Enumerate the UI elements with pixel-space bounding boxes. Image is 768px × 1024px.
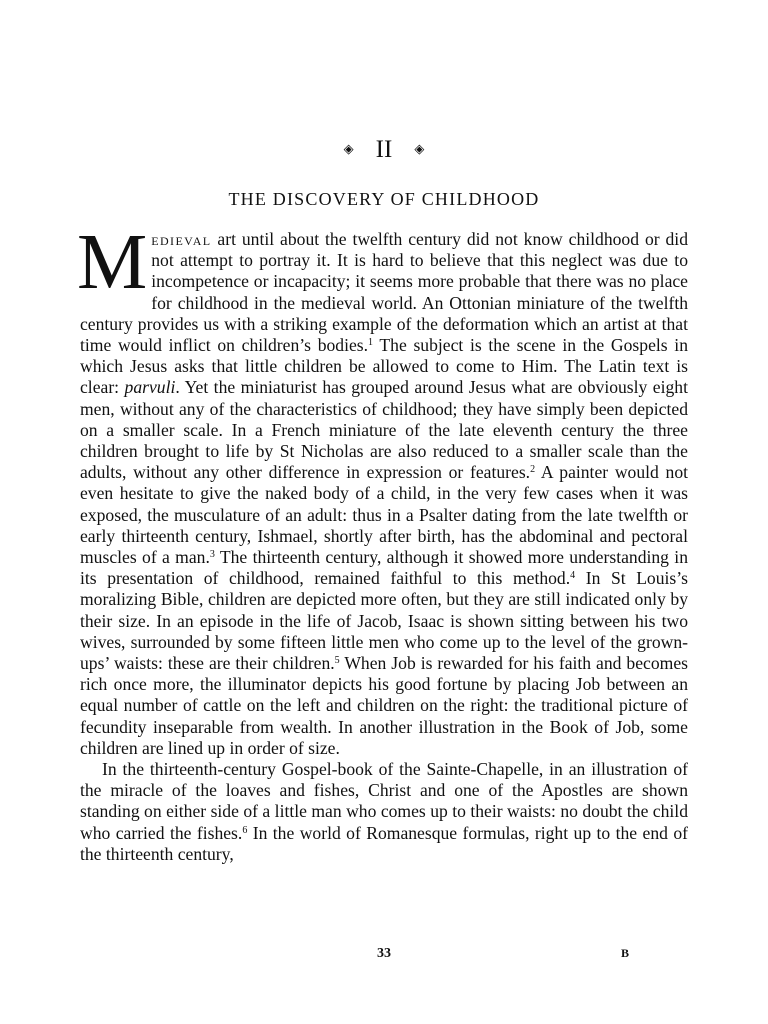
chapter-heading	[0, 136, 768, 165]
footnote-ref-6: 6	[242, 824, 248, 836]
footnote-ref-4: 4	[570, 570, 576, 582]
paragraph-1-text-2: The subject is the scene in the Gospels in which Jesus asks that little children be allowed to come to Him. The Latin text is clear:	[80, 335, 688, 398]
body-text	[77, 219, 689, 865]
paragraph-1-text-1: art until about the twelfth century did not know childhood or did not attempt to portray it. It is hard to believe that this neglect was due to incompetence or incapacity; it seems more probable that there was no place for childhood in the medieval world. An Ottonian miniature of the twelfth century provides us with a striking example of the deformation which an artist at that time would inflict on children’s bodies.	[80, 229, 688, 356]
page-number: 33	[377, 946, 391, 961]
ornament-left-icon: ◈	[343, 141, 354, 157]
footnote-ref-3: 3	[209, 549, 215, 561]
paragraph-2-text-2: In the world of Romanesque formulas, right up to the end of the thirteenth century,	[80, 822, 689, 864]
small-caps-lead: edieval	[151, 229, 212, 249]
paragraph-1	[77, 219, 689, 759]
footnote-ref-5: 5	[334, 655, 340, 667]
paragraph-2	[80, 759, 688, 865]
chapter-title: THE DISCOVERY OF CHILDHOOD	[228, 189, 540, 209]
paragraph-1-text-5: The thirteenth century, although it showed more understanding in its presentation of childhood, remained faithful to this method.	[80, 547, 688, 589]
latin-term: parvuli	[124, 377, 176, 398]
drop-cap: M	[77, 219, 148, 306]
paragraph-2-text-1: In the thirteenth-century Gospel-book of the Sainte-Chapelle, in an illustration of the miracle of the loaves and fishes, Christ and one of the Apostles are shown standing on either side of a little man who comes up to their waists: no doubt the child who carried the fishes.	[80, 759, 688, 843]
footnote-ref-1: 1	[368, 337, 374, 349]
paragraph-1-text-6: In St Louis’s moralizing Bible, children are depicted more often, but they are still indicated only by their size. In an episode in the life of Jacob, Isaac is shown sitting between his two wives, surrounded by some fifteen little men who come up to the level of the grown-ups’ waists: these are their children.	[80, 568, 688, 674]
paragraph-1-text-7: When Job is rewarded for his faith and becomes rich once more, the illuminator depicts his good fortune by placing Job between an equal number of cattle on the left and children on the right: the traditional picture of fecundity inseparable from wealth. In another illustration in the Book of Job, some children are lined up in order of size.	[80, 653, 688, 758]
paragraph-1-text-4: A painter would not even hesitate to give the naked body of a child, in the very few cases when it was exposed, the musculature of an adult: thus in a Psalter dating from the late twelfth or early thirteenth century, Ishmael, shortly after birth, has the abdominal and pectoral muscles of a man.	[80, 462, 689, 568]
footnote-ref-2: 2	[530, 464, 536, 476]
signature-mark: B	[621, 946, 630, 960]
ornament-right-icon: ◈	[414, 141, 425, 157]
chapter-number: II	[375, 136, 393, 163]
paragraph-1-text-3: . Yet the miniaturist has grouped around Jesus what are obviously eight men, without any of the characteristics of childhood; they have simply been depicted on a smaller scale. In a French miniature of the late eleventh century the three children brought to life by St Nicholas are also reduced to a smaller scale than the adults, without any other difference in expression or features.	[80, 377, 688, 483]
